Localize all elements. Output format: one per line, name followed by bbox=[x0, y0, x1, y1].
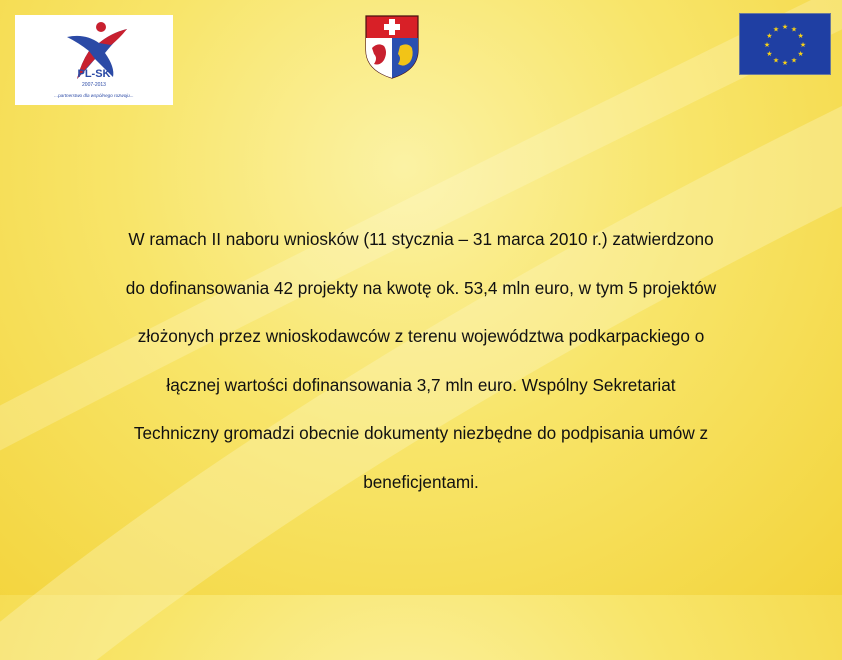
svg-text:★: ★ bbox=[790, 56, 798, 65]
pl-sk-title: PL-SK bbox=[77, 68, 111, 80]
eu-stars-icon bbox=[740, 14, 830, 74]
announcement-line: do dofinansowania 42 projekty na kwotę ok. 53,4 mln euro, w tym 5 projektów bbox=[125, 277, 717, 298]
svg-text:★: ★ bbox=[790, 25, 798, 34]
svg-text:★: ★ bbox=[781, 59, 789, 67]
announcement-line: złożonych przez wnioskodawców z terenu województwa podkarpackiego o bbox=[137, 326, 705, 347]
svg-text:★: ★ bbox=[799, 41, 807, 49]
eu-flag bbox=[739, 13, 831, 75]
announcement-line: Techniczny gromadzi obecnie dokumenty niezbędne do podpisania umów z bbox=[133, 423, 709, 444]
svg-text:★: ★ bbox=[772, 56, 780, 65]
pl-sk-logo bbox=[15, 15, 173, 105]
announcement-line: beneficjentami. bbox=[363, 471, 479, 492]
svg-text:★: ★ bbox=[797, 32, 804, 40]
announcement-line: łącznej wartości dofinansowania 3,7 mln euro. Wspólny Sekretariat bbox=[166, 374, 676, 395]
svg-text:★: ★ bbox=[766, 32, 773, 40]
svg-text:★: ★ bbox=[772, 25, 780, 34]
pl-sk-emblem-icon bbox=[15, 15, 173, 105]
coat-of-arms-icon bbox=[364, 14, 420, 80]
svg-text:★: ★ bbox=[763, 41, 771, 49]
coat-of-arms bbox=[364, 14, 420, 80]
svg-text:★: ★ bbox=[797, 50, 804, 58]
announcement-line: W ramach II naboru wniosków (11 stycznia – 31 marca 2010 r.) zatwierdzono bbox=[128, 229, 714, 249]
pl-sk-years: 2007-2013 bbox=[82, 82, 106, 88]
svg-text:★: ★ bbox=[781, 23, 789, 31]
svg-text:★: ★ bbox=[766, 50, 773, 58]
announcement-text bbox=[40, 215, 802, 507]
pl-sk-motto: ...partnerstwo dla wspólnego rozwoju... bbox=[54, 93, 134, 98]
